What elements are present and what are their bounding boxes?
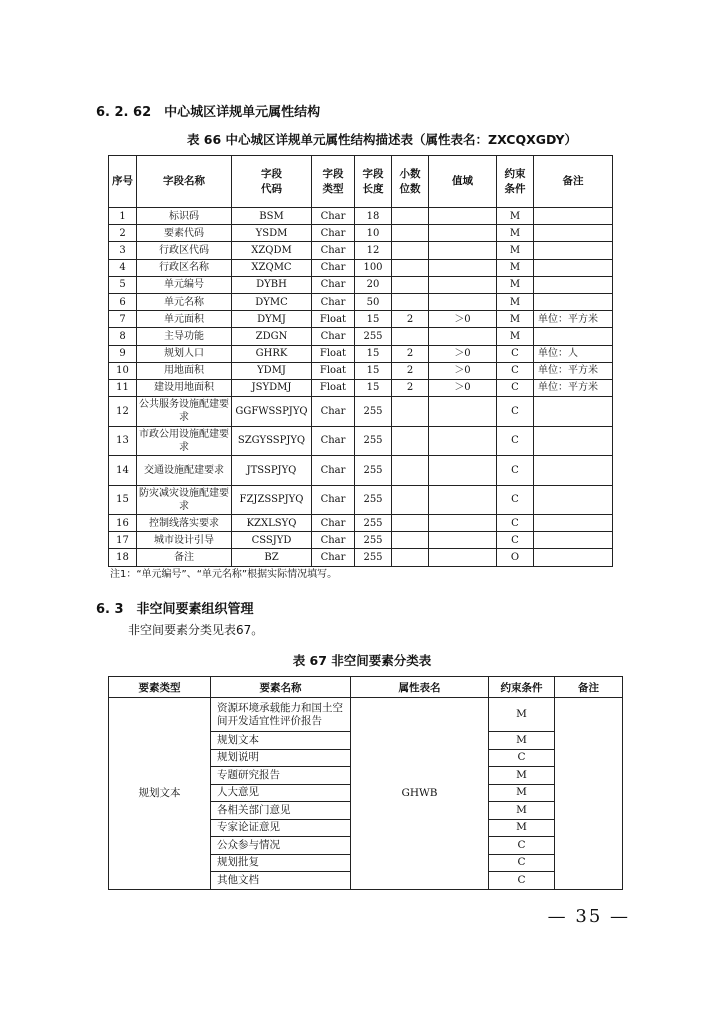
- table-row: [109, 208, 613, 225]
- table-cell: [392, 485, 429, 515]
- table-cell: [429, 328, 497, 345]
- table-cell: C: [497, 485, 534, 515]
- table67-header-cell: 要素类型: [109, 677, 211, 698]
- element-name-cell: 资源环境承载能力和国土空间开发适宜性评价报告: [211, 698, 351, 732]
- table-cell: C: [497, 426, 534, 456]
- table-cell: [392, 397, 429, 427]
- table-cell: YSDM: [232, 225, 312, 242]
- table-cell: Char: [312, 426, 355, 456]
- element-name-cell: 专家论证意见: [211, 819, 351, 837]
- table-cell: 交通设施配建要求: [137, 456, 232, 486]
- table-cell: 5: [109, 276, 137, 293]
- table-cell: M: [497, 328, 534, 345]
- table-cell: Char: [312, 293, 355, 310]
- table-cell: 16: [109, 515, 137, 532]
- element-name-cell: 专题研究报告: [211, 767, 351, 785]
- table66-header-cell: 值域: [429, 156, 497, 208]
- table-cell: 12: [109, 397, 137, 427]
- table-cell: [392, 225, 429, 242]
- table-cell: [392, 532, 429, 549]
- table-cell: C: [497, 345, 534, 362]
- table-row: [109, 242, 613, 259]
- table-cell: 255: [355, 456, 392, 486]
- table-cell: ＞0: [429, 345, 497, 362]
- table-cell: C: [497, 397, 534, 427]
- table-row: [109, 311, 613, 328]
- table-cell: [429, 208, 497, 225]
- table-cell: 单位：平方米: [534, 379, 613, 396]
- table-cell: [392, 276, 429, 293]
- constraint-cell: C: [489, 837, 555, 855]
- table-cell: 15: [109, 485, 137, 515]
- table-cell: 规划人口: [137, 345, 232, 362]
- table-cell: Char: [312, 208, 355, 225]
- element-name-cell: 规划说明: [211, 749, 351, 767]
- table67-header-cell: 要素名称: [211, 677, 351, 698]
- table-cell: 18: [355, 208, 392, 225]
- table-cell: [429, 276, 497, 293]
- constraint-cell: C: [489, 872, 555, 890]
- table-cell: Char: [312, 242, 355, 259]
- table-cell: 控制线落实要求: [137, 515, 232, 532]
- table-cell: DYBH: [232, 276, 312, 293]
- table-row: [109, 698, 623, 732]
- table-row: [109, 328, 613, 345]
- table66-header-cell: 字段 代码: [232, 156, 312, 208]
- table-cell: Char: [312, 225, 355, 242]
- table-cell: YDMJ: [232, 362, 312, 379]
- table67-header-cell: 备注: [555, 677, 623, 698]
- table-row: [109, 515, 613, 532]
- table66-header-cell: 字段名称: [137, 156, 232, 208]
- table-cell: XZQMC: [232, 259, 312, 276]
- table-cell: 255: [355, 485, 392, 515]
- table-cell: 8: [109, 328, 137, 345]
- table-cell: [534, 242, 613, 259]
- table-note: 注1：“单元编号”、“单元名称”根据实际情况填写。: [110, 569, 338, 580]
- element-name-cell: 其他文档: [211, 872, 351, 890]
- element-type-cell: 规划文本: [109, 698, 211, 890]
- table66-header-cell: 序号: [109, 156, 137, 208]
- table-cell: O: [497, 549, 534, 566]
- table-cell: [429, 426, 497, 456]
- table-cell: 单位：人: [534, 345, 613, 362]
- table-cell: [534, 456, 613, 486]
- table-row: [109, 225, 613, 242]
- table-cell: Char: [312, 397, 355, 427]
- table-cell: M: [497, 311, 534, 328]
- table66-caption: 表 66 中心城区详规单元属性结构描述表（属性表名：ZXCQXGDY）: [186, 132, 578, 147]
- table-cell: [429, 515, 497, 532]
- table66-header-cell: 字段 长度: [355, 156, 392, 208]
- table-cell: [429, 225, 497, 242]
- table-cell: 标识码: [137, 208, 232, 225]
- table-row: [109, 456, 613, 486]
- table-cell: 2: [392, 345, 429, 362]
- table-cell: C: [497, 456, 534, 486]
- table-cell: DYMJ: [232, 311, 312, 328]
- section63-title: 6. 3 非空间要素组织管理: [96, 602, 254, 617]
- table-cell: 15: [355, 362, 392, 379]
- table-row: [109, 397, 613, 427]
- table-cell: 255: [355, 515, 392, 532]
- table-cell: 18: [109, 549, 137, 566]
- table-row: [109, 549, 613, 566]
- table-cell: 单位：平方米: [534, 311, 613, 328]
- table66-header-cell: 小数 位数: [392, 156, 429, 208]
- table-cell: ZDGN: [232, 328, 312, 345]
- table-cell: 要素代码: [137, 225, 232, 242]
- table-cell: 15: [355, 345, 392, 362]
- table-cell: 12: [355, 242, 392, 259]
- table-cell: ＞0: [429, 379, 497, 396]
- table-cell: Char: [312, 515, 355, 532]
- table-cell: M: [497, 293, 534, 310]
- table-cell: GHRK: [232, 345, 312, 362]
- table-cell: 7: [109, 311, 137, 328]
- table-cell: [534, 208, 613, 225]
- table-cell: CSSJYD: [232, 532, 312, 549]
- table-cell: 城市设计引导: [137, 532, 232, 549]
- table67-header-row: [109, 677, 623, 698]
- table-cell: [534, 485, 613, 515]
- table67-caption: 表 67 非空间要素分类表: [292, 653, 432, 668]
- constraint-cell: M: [489, 819, 555, 837]
- table-cell: [534, 532, 613, 549]
- table-cell: 17: [109, 532, 137, 549]
- table-cell: 2: [109, 225, 137, 242]
- constraint-cell: M: [489, 802, 555, 820]
- table-cell: 255: [355, 426, 392, 456]
- table-cell: 255: [355, 397, 392, 427]
- table-cell: 2: [392, 311, 429, 328]
- table-cell: 主导功能: [137, 328, 232, 345]
- table66-header-cell: 备注: [534, 156, 613, 208]
- element-name-cell: 规划批复: [211, 854, 351, 872]
- table-cell: JTSSPJYQ: [232, 456, 312, 486]
- constraint-cell: M: [489, 732, 555, 750]
- table-cell: 单元编号: [137, 276, 232, 293]
- table-cell: M: [497, 276, 534, 293]
- element-name-cell: 各相关部门意见: [211, 802, 351, 820]
- table-cell: 255: [355, 532, 392, 549]
- table-cell: [534, 328, 613, 345]
- table-cell: [429, 549, 497, 566]
- table-cell: 14: [109, 456, 137, 486]
- table-cell: ＞0: [429, 362, 497, 379]
- table-cell: FZJZSSPJYQ: [232, 485, 312, 515]
- table-cell: [392, 426, 429, 456]
- table-cell: XZQDM: [232, 242, 312, 259]
- constraint-cell: C: [489, 854, 555, 872]
- table-cell: [534, 259, 613, 276]
- table-cell: [392, 515, 429, 532]
- table-cell: M: [497, 208, 534, 225]
- table-cell: Char: [312, 485, 355, 515]
- table-cell: 9: [109, 345, 137, 362]
- table67-header-cell: 属性表名: [351, 677, 489, 698]
- table-cell: 15: [355, 311, 392, 328]
- table-cell: M: [497, 225, 534, 242]
- table-cell: [392, 328, 429, 345]
- table-cell: DYMC: [232, 293, 312, 310]
- table-cell: [392, 549, 429, 566]
- table-cell: 10: [355, 225, 392, 242]
- table-cell: 备注: [137, 549, 232, 566]
- table-cell: 2: [392, 362, 429, 379]
- table-cell: 255: [355, 328, 392, 345]
- table-cell: 11: [109, 379, 137, 396]
- table-name-cell: GHWB: [351, 698, 489, 890]
- element-name-cell: 人大意见: [211, 784, 351, 802]
- table-row: [109, 293, 613, 310]
- table-cell: 单元名称: [137, 293, 232, 310]
- table-cell: [534, 549, 613, 566]
- constraint-cell: M: [489, 698, 555, 732]
- table-cell: [429, 532, 497, 549]
- table-cell: 建设用地面积: [137, 379, 232, 396]
- constraint-cell: M: [489, 767, 555, 785]
- table-cell: Char: [312, 532, 355, 549]
- table-cell: Char: [312, 549, 355, 566]
- table67: [108, 676, 623, 890]
- table-cell: Char: [312, 328, 355, 345]
- table-cell: C: [497, 532, 534, 549]
- table-row: [109, 362, 613, 379]
- table67-body: [109, 698, 623, 890]
- table-cell: C: [497, 362, 534, 379]
- table-cell: [429, 259, 497, 276]
- table-cell: 2: [392, 379, 429, 396]
- table-cell: BZ: [232, 549, 312, 566]
- table-cell: 15: [355, 379, 392, 396]
- table-cell: 100: [355, 259, 392, 276]
- table-cell: 行政区名称: [137, 259, 232, 276]
- table-cell: [392, 293, 429, 310]
- table-cell: SZGYSSPJYQ: [232, 426, 312, 456]
- table-cell: [534, 515, 613, 532]
- table-cell: [534, 397, 613, 427]
- table-cell: 20: [355, 276, 392, 293]
- table-cell: [392, 208, 429, 225]
- table-cell: Float: [312, 311, 355, 328]
- table66: [108, 155, 613, 567]
- table-cell: 单元面积: [137, 311, 232, 328]
- table66-header-row: [109, 156, 613, 208]
- table-cell: 13: [109, 426, 137, 456]
- table-row: [109, 259, 613, 276]
- table-cell: GGFWSSPJYQ: [232, 397, 312, 427]
- table-row: [109, 485, 613, 515]
- table-cell: 3: [109, 242, 137, 259]
- table66-header-cell: 字段 类型: [312, 156, 355, 208]
- table66-body: [109, 208, 613, 567]
- table-cell: M: [497, 259, 534, 276]
- table-cell: 防灾减灾设施配建要求: [137, 485, 232, 515]
- table-row: [109, 345, 613, 362]
- section-title: 6. 2. 62 中心城区详规单元属性结构: [96, 105, 321, 120]
- table66-header-cell: 约束 条件: [497, 156, 534, 208]
- table-cell: Char: [312, 276, 355, 293]
- table67-header-cell: 约束条件: [489, 677, 555, 698]
- table-cell: M: [497, 242, 534, 259]
- table-cell: [392, 456, 429, 486]
- table-cell: BSM: [232, 208, 312, 225]
- table-cell: Float: [312, 362, 355, 379]
- section63-intro: 非空间要素分类见表67。: [128, 623, 264, 637]
- table-cell: 1: [109, 208, 137, 225]
- constraint-cell: C: [489, 749, 555, 767]
- table-cell: [429, 242, 497, 259]
- table-cell: C: [497, 379, 534, 396]
- table-cell: [534, 426, 613, 456]
- table-cell: 4: [109, 259, 137, 276]
- table-cell: Float: [312, 345, 355, 362]
- element-name-cell: 公众参与情况: [211, 837, 351, 855]
- table-row: [109, 532, 613, 549]
- table-cell: [534, 276, 613, 293]
- table-row: [109, 276, 613, 293]
- table-cell: [392, 259, 429, 276]
- page-number: — 35 —: [547, 906, 630, 927]
- table-cell: KZXLSYQ: [232, 515, 312, 532]
- table-cell: JSYDMJ: [232, 379, 312, 396]
- table-cell: C: [497, 515, 534, 532]
- table-cell: Char: [312, 259, 355, 276]
- table-cell: 行政区代码: [137, 242, 232, 259]
- table-row: [109, 426, 613, 456]
- element-name-cell: 规划文本: [211, 732, 351, 750]
- table-cell: 255: [355, 549, 392, 566]
- table-cell: 单位：平方米: [534, 362, 613, 379]
- table-cell: 10: [109, 362, 137, 379]
- table-cell: Char: [312, 456, 355, 486]
- table-cell: [429, 485, 497, 515]
- constraint-cell: M: [489, 784, 555, 802]
- memo-cell: [555, 698, 623, 890]
- table-cell: 市政公用设施配建要求: [137, 426, 232, 456]
- table-cell: Float: [312, 379, 355, 396]
- table-cell: 用地面积: [137, 362, 232, 379]
- table-cell: 公共服务设施配建要求: [137, 397, 232, 427]
- table-cell: ＞0: [429, 311, 497, 328]
- table-cell: [392, 242, 429, 259]
- table-cell: [429, 397, 497, 427]
- table-row: [109, 379, 613, 396]
- table-cell: [429, 293, 497, 310]
- table-cell: [534, 293, 613, 310]
- table-cell: 50: [355, 293, 392, 310]
- table-cell: [429, 456, 497, 486]
- table-cell: [534, 225, 613, 242]
- table-cell: 6: [109, 293, 137, 310]
